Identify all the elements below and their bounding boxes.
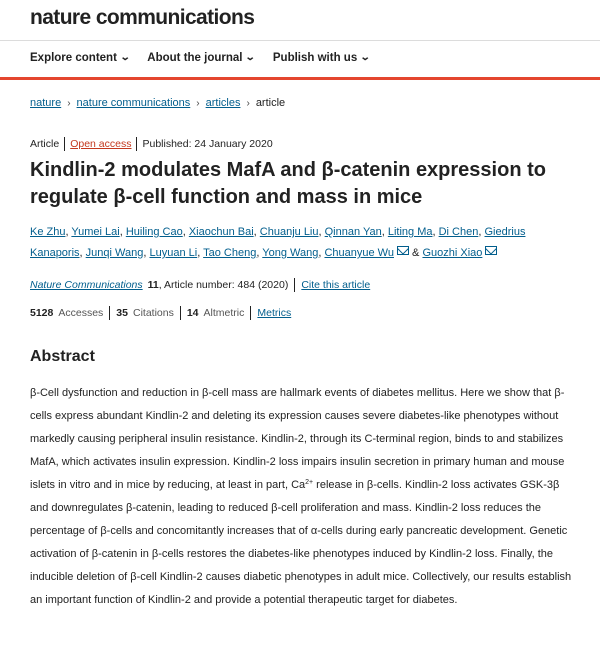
author-link[interactable]: Xiaochun Bai: [188, 226, 254, 238]
author-link[interactable]: Yong Wang: [262, 247, 319, 259]
breadcrumb-nature[interactable]: nature: [30, 97, 62, 109]
author-link[interactable]: Tao Cheng: [203, 247, 257, 259]
open-access-link[interactable]: Open access: [70, 138, 132, 150]
altmetric-score: 14: [186, 307, 199, 319]
metrics-link[interactable]: Metrics: [257, 307, 292, 319]
article-title: Kindlin-2 modulates MafA and β-catenin expression to regulate β-cell function and mass in mice: [30, 159, 546, 208]
citations-label: Citations: [132, 307, 174, 319]
chevron-right-icon: ›: [196, 97, 200, 109]
chevron-right-icon: ›: [246, 97, 250, 109]
volume-number: 11: [147, 279, 159, 291]
accesses-label: Accesses: [58, 307, 104, 319]
author-link[interactable]: Di Chen: [438, 226, 479, 238]
chevron-right-icon: ›: [67, 97, 71, 109]
nav-item-label: Publish with us: [272, 52, 358, 64]
divider: [294, 278, 295, 292]
breadcrumb-articles[interactable]: articles: [205, 97, 241, 109]
altmetric-label: Altmetric: [203, 307, 245, 319]
nav-explore-content[interactable]: [30, 52, 129, 64]
author-link[interactable]: Chuanju Liu: [259, 226, 319, 238]
nav-about-journal[interactable]: [147, 52, 255, 64]
article-metrics: [30, 306, 291, 320]
mail-icon[interactable]: [397, 246, 409, 255]
chevron-down-icon: ⌄: [359, 52, 371, 63]
author-link[interactable]: Guozhi Xiao: [422, 247, 483, 259]
accesses-count: 5128: [30, 307, 54, 319]
nav-publish-with-us[interactable]: [273, 52, 370, 64]
author-link[interactable]: Huiling Cao: [125, 226, 183, 238]
abstract-part-1: β-Cell dysfunction and reduction in β-cell mass are hallmark events of diabetes mellitus. Here we show that β-cells express abundant Kindlin-2 and deleting its expression causes severe diabetes-like phenotypes without markedly causing peripheral insulin resistance. Kindlin-2, through its C-terminal region, binds to and stabilizes MafA, which activates insulin expression. Kindlin-2 loss impairs insulin secretion in primary human and mouse islets in vitro and in mice by reducing, at least in part, Ca: [30, 387, 565, 491]
chevron-down-icon: ⌄: [245, 52, 257, 63]
author-link[interactable]: Yumei Lai: [71, 226, 120, 238]
chevron-down-icon: ⌄: [119, 52, 131, 63]
nav-item-label: About the journal: [147, 52, 243, 64]
divider: [136, 137, 137, 151]
author-link[interactable]: Liting Ma: [387, 226, 433, 238]
nav-accent-rule: [0, 77, 600, 80]
author-ampersand: &: [412, 247, 420, 259]
author-link[interactable]: Giedrius Kanaporis: [30, 226, 526, 259]
journal-link[interactable]: Nature Communications: [30, 279, 143, 291]
author-list: Ke Zhu, Yumei Lai, Huiling Cao, Xiaochun Bai, Chuanju Liu, Qinnan Yan, Liting Ma, Di Chen, Giedrius Kanaporis, Junqi Wang, Luyuan Li, Tao Cheng, Yong Wang, Chuanyue Wu & Guozhi Xiao: [30, 226, 526, 259]
mail-icon[interactable]: [485, 246, 497, 255]
divider: [64, 137, 65, 151]
article-meta: [30, 137, 273, 151]
abstract-part-2: release in β-cells. Kindlin-2 loss activates GSK-3β and downregulates β-catenin, leading to reduced β-cell proliferation and mass. Kindlin-2 loss reduces the percentage of β-cells and concomitantly increases that of α-cells during early pancreatic development. Genetic activation of β-catenin in β-cells restores the diabetes-like phenotypes induced by Kindlin-2 loss. Finally, the inducible deletion of β-cell Kindlin-2 causes diabetic phenotypes in adult mice. Collectively, our results establish an important function of Kindlin-2 and provide a potential therapeutic target for diabetes.: [30, 479, 572, 606]
citation-line: [30, 278, 370, 292]
abstract-superscript: 2+: [305, 479, 314, 486]
breadcrumb: [30, 97, 285, 109]
main-nav: [30, 52, 370, 64]
citations-count: 35: [116, 307, 128, 319]
site-logo[interactable]: nature communications: [30, 6, 255, 29]
author-link[interactable]: Qinnan Yan: [324, 226, 382, 238]
author-link[interactable]: Ke Zhu: [30, 226, 66, 238]
header-divider: [0, 40, 600, 41]
cite-this-article-link[interactable]: Cite this article: [301, 279, 371, 291]
breadcrumb-nature-communications[interactable]: nature communications: [76, 97, 191, 109]
abstract-heading: Abstract: [30, 348, 95, 365]
divider: [250, 306, 251, 320]
article-number: , Article number: 484 (2020): [158, 279, 289, 291]
published-date: Published: 24 January 2020: [142, 138, 273, 150]
abstract-text: [30, 382, 575, 612]
article-type: Article: [30, 138, 60, 150]
author-link[interactable]: Chuanyue Wu: [324, 247, 394, 259]
breadcrumb-current: article: [255, 97, 286, 109]
author-link[interactable]: Luyuan Li: [149, 247, 198, 259]
author-link[interactable]: Junqi Wang: [85, 247, 144, 259]
nav-item-label: Explore content: [30, 52, 117, 64]
divider: [109, 306, 110, 320]
divider: [180, 306, 181, 320]
